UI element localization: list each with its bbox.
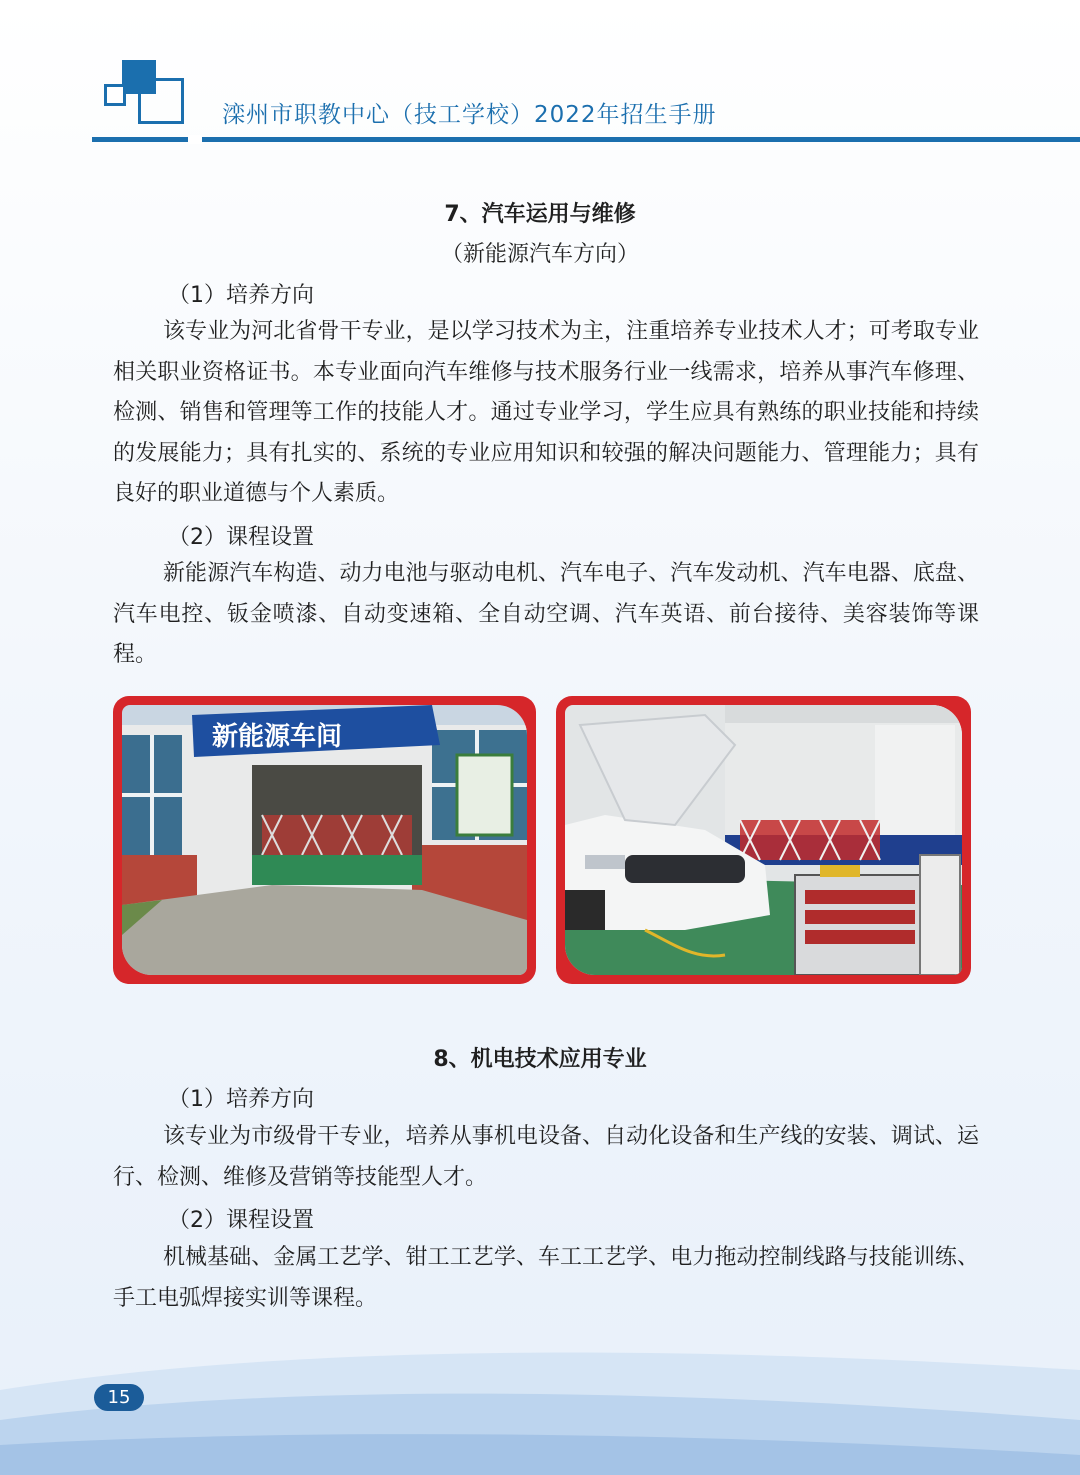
header-rule-gap — [188, 135, 202, 144]
header-rule — [92, 137, 1080, 142]
workshop-sign-text: 新能源车间 — [212, 722, 343, 752]
section8-goal-heading: （1）培养方向 — [168, 1087, 314, 1112]
page-number: 15 — [94, 1384, 144, 1411]
section7-title: 7、汽车运用与维修 — [444, 202, 636, 227]
car-workshop-photo — [556, 696, 971, 984]
section8-goal-text: 该专业为市级骨干专业，培养从事机电设备、自动化设备和生产线的安装、调试、运行、检测、维修及营销等技能型人才。 — [113, 1124, 979, 1190]
header-title: 滦州市职教中心（技工学校）2022年招生手册 — [222, 102, 717, 128]
logo-small-square — [104, 84, 126, 106]
logo-outline-square — [138, 78, 184, 124]
section7-goal-heading: （1）培养方向 — [168, 283, 314, 308]
section8-course-text: 机械基础、金属工艺学、钳工工艺学、车工工艺学、电力拖动控制线路与技能训练、手工电弧焊接实训等课程。 — [113, 1245, 979, 1311]
section8-title: 8、机电技术应用专业 — [433, 1047, 647, 1072]
header-logo — [104, 60, 188, 130]
workshop-entrance-photo — [113, 696, 536, 984]
section7-course-text: 新能源汽车构造、动力电池与驱动电机、汽车电子、汽车发动机、汽车电器、底盘、汽车电控、钣金喷漆、自动变速箱、全自动空调、汽车英语、前台接待、美容装饰等课程。 — [113, 561, 979, 667]
section7-course-heading: （2）课程设置 — [168, 525, 314, 550]
workshop-entrance-image — [122, 705, 527, 975]
section7-subtitle: （新能源汽车方向） — [440, 242, 639, 267]
car-workshop-image — [565, 705, 962, 975]
section7-goal-text: 该专业为河北省骨干专业，是以学习技术为主，注重培养专业技术人才；可考取专业相关职业资格证书。本专业面向汽车维修与技术服务行业一线需求，培养从事汽车修理、检测、销售和管理等工作的技能人才。通过专业学习，学生应具有熟练的职业技能和持续的发展能力；具有扎实的、系统的专业应用知识和较强的解决问题能力、管理能力；具有良好的职业道德与个人素质。 — [113, 319, 979, 506]
footer-wave-decoration — [0, 1330, 1080, 1475]
section8-course-heading: （2）课程设置 — [168, 1208, 314, 1233]
